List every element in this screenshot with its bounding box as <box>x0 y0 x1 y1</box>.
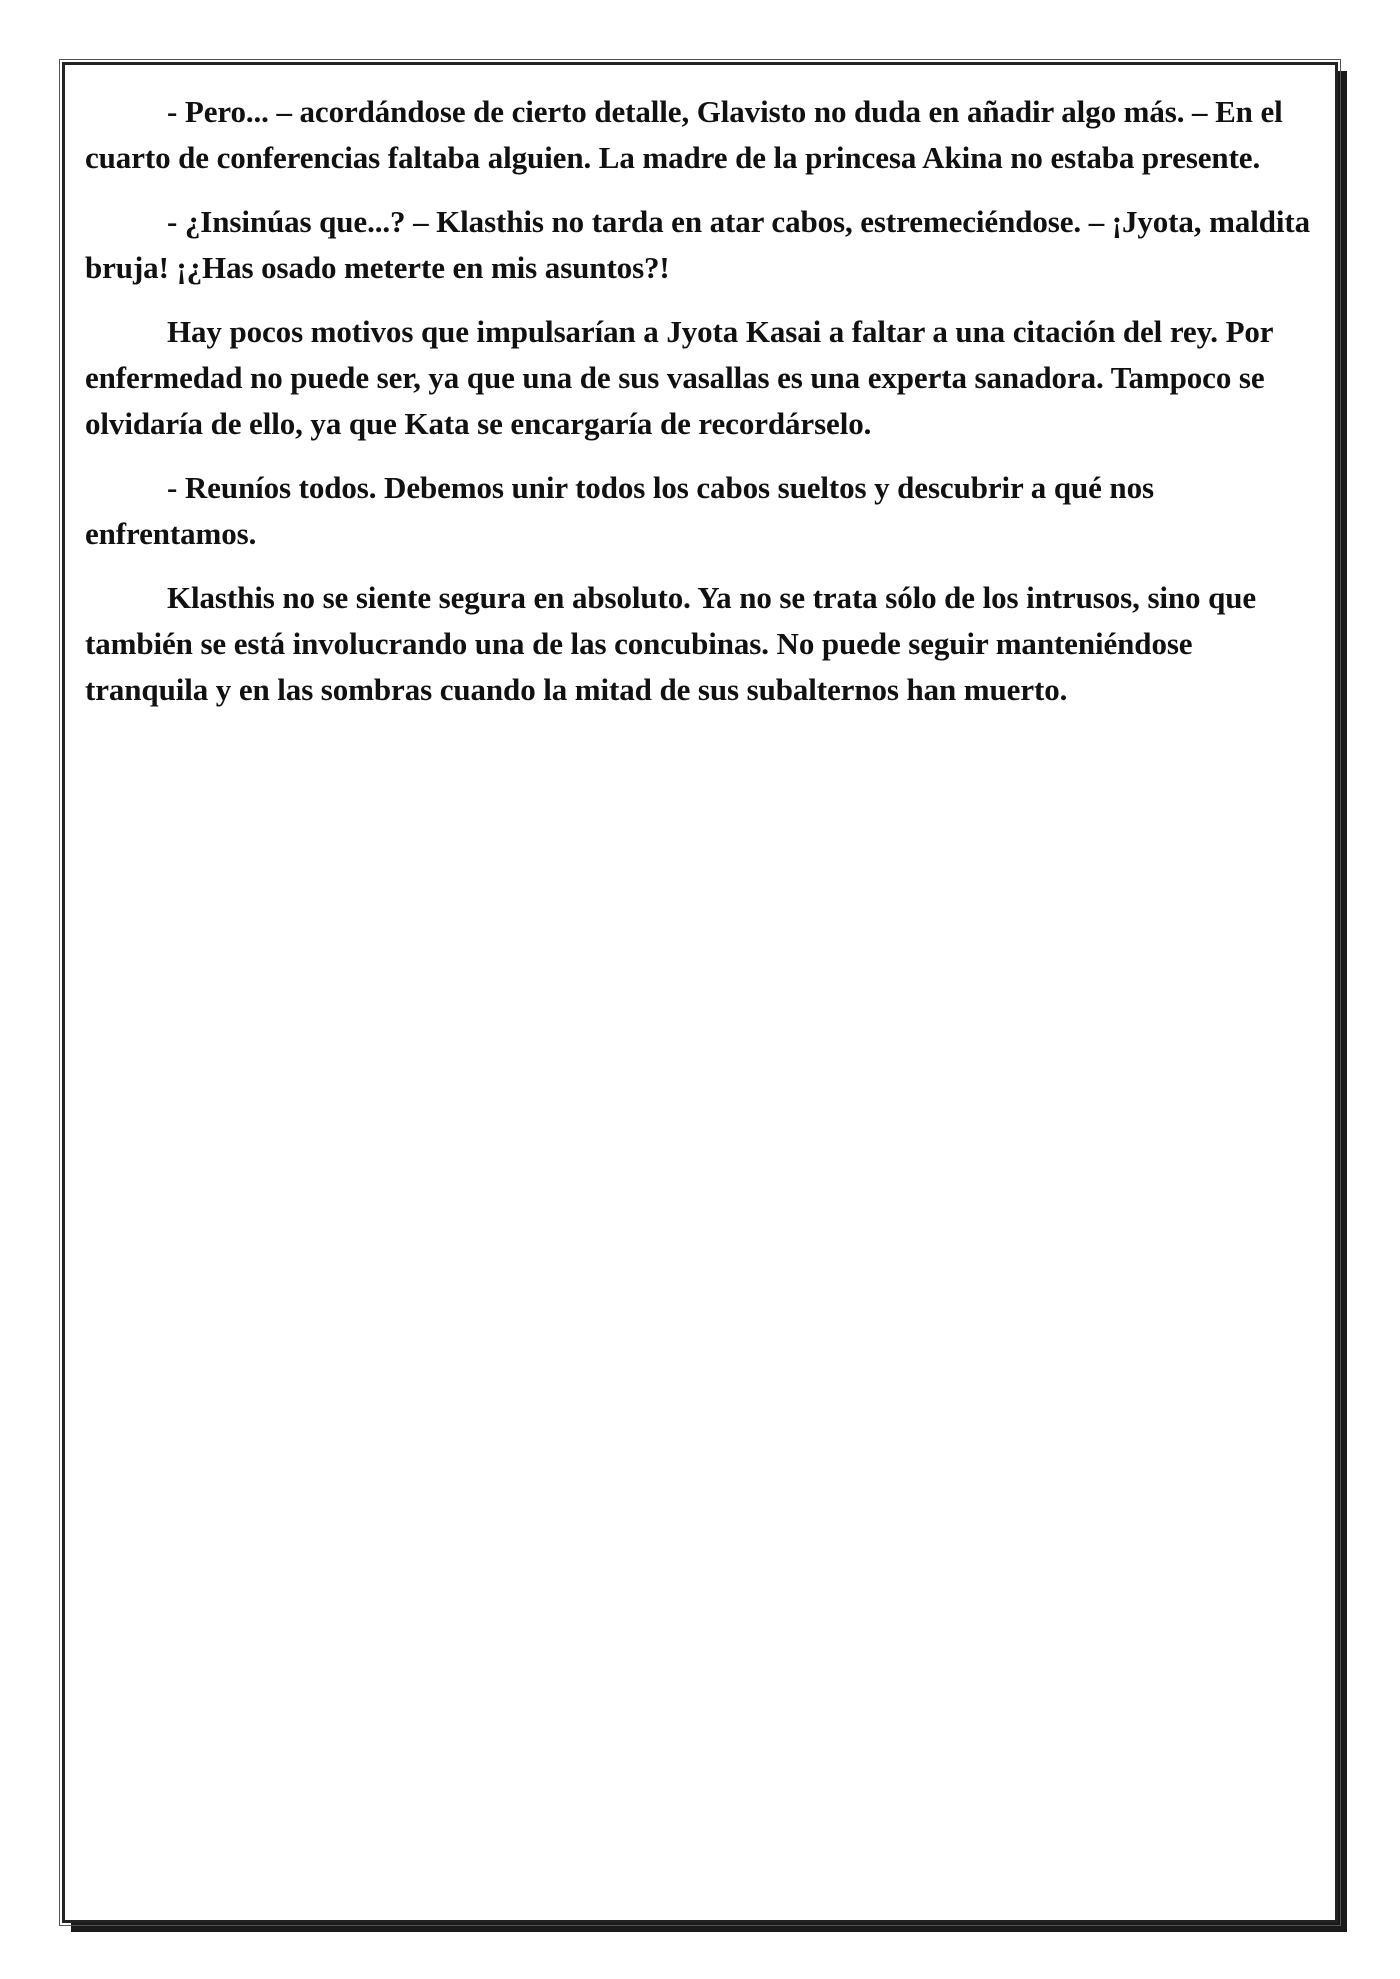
paragraph-3: Hay pocos motivos que impulsarían a Jyota Kasai a faltar a una citación del rey. Por enfermedad no puede ser, ya que una de sus vasallas es una experta sanadora. Tampoco se olvidaría de ello, ya que Kata se encargaría de recordárselo. <box>85 314 1273 441</box>
paragraph-5: Klasthis no se siente segura en absoluto. Ya no se trata sólo de los intrusos, sino que también se está involucrando una de las concubinas. No puede seguir manteniéndose tranquila y en las sombras cuando la mitad de sus subalternos han muerto. <box>85 580 1257 707</box>
paragraph-1: - Pero... – acordándose de cierto detalle, Glavisto no duda en añadir algo más. – En el cuarto de conferencias faltaba alguien. La madre de la princesa Akina no estaba presente. <box>85 94 1283 175</box>
paragraph-2: - ¿Insinúas que...? – Klasthis no tarda en atar cabos, estremeciéndose. – ¡Jyota, maldita bruja! ¡¿Has osado meterte en mis asuntos?! <box>85 204 1311 285</box>
text-body <box>85 89 1315 731</box>
paragraph-4: - Reuníos todos. Debemos unir todos los cabos sueltos y descubrir a qué nos enfrentamos. <box>85 470 1154 551</box>
page-frame <box>62 62 1338 1923</box>
